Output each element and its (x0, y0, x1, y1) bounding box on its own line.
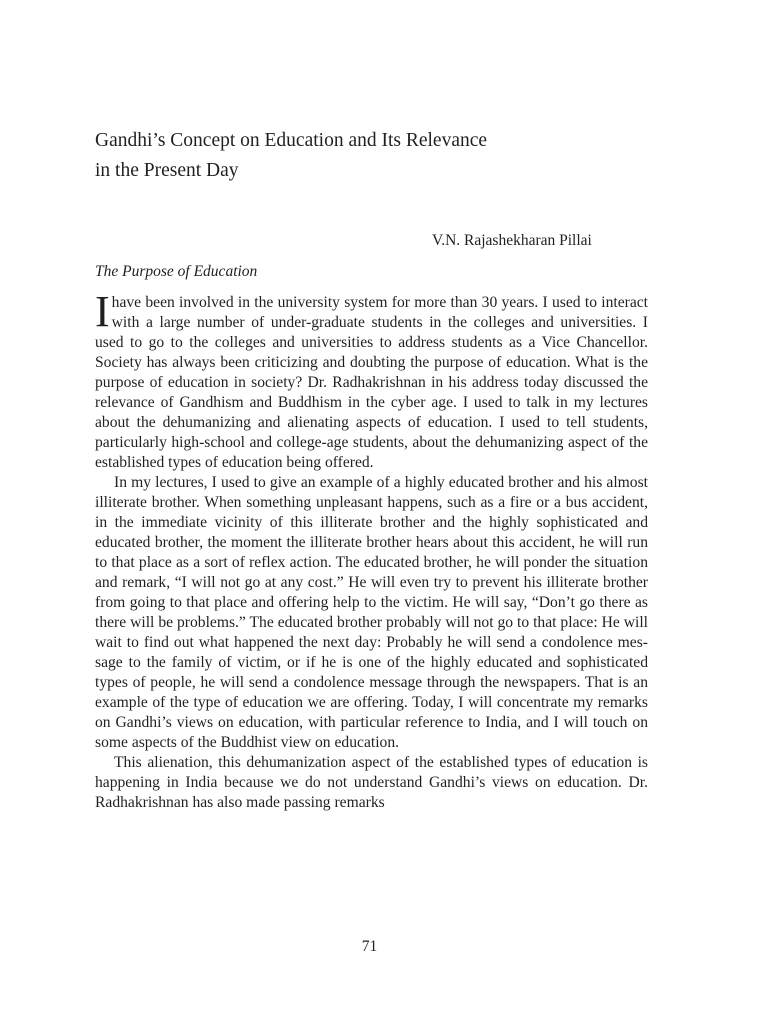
chapter-title (95, 126, 655, 186)
chapter-title-line-2: in the Present Day (95, 160, 239, 181)
author-name: V.N. Rajashekharan Pillai (432, 232, 592, 249)
paragraph-1-text: have been involved in the university system for more than 30 years. I used to interact with a large number of under-graduate students in the colleges and universities. I used to go to the colleges and universities to address students as a Vice Chancellor. Society has always been criticizing and doubting the purpose of education. What is the purpose of education in society? Dr. Radhakrishnan in his address today discussed the relevance of Gandhism and Buddhism in the cyber age. I used to talk in my lectures about the dehumanizing and alienating aspects of education. I used to tell students, particularly high-school and college-age students, about the dehumanizing aspect of the established types of education being offered. (95, 294, 648, 471)
paragraph-3: This alienation, this dehumanization aspect of the established types of education is happening in India because we do not understand Gandhi’s views on education. Dr. Radhakrishnan has also made passing remarks (95, 754, 648, 811)
page-number: 71 (361, 938, 378, 955)
drop-cap: I (95, 287, 110, 336)
paragraph-1 (95, 287, 648, 473)
body-text (95, 287, 648, 813)
section-heading: The Purpose of Education (95, 263, 258, 280)
paragraph-2: In my lectures, I used to give an example of a highly educated brother and his almost illiterate brother. When something unpleasant happens, such as a fire or a bus accident, in the immediate vicinity of this illiterate brother and the highly sophisticated and educated brother, the moment the illiterate brother hears about this accident, he will run to that place as a sort of reflex action. The educated brother, he will ponder the situation and remark, “I will not go at any cost.” He will even try to prevent his illiterate brother from going to that place and offering help to the victim. He will say, “Don’t go there as there will be problems.” The educated brother probably will not go to that place: He will wait to find out what happened the next day: Probably he will send a condolence message to the family of victim, or if he is one of the highly educated and sophisticated types of people, he will send a condolence message through the newspapers. That is an example of the type of education we are offering. Today, I will concentrate my remarks on Gandhi’s views on education, with particular reference to India, and I will touch on some aspects of the Buddhist view on education. (95, 474, 648, 751)
chapter-title-line-1: Gandhi’s Concept on Education and Its Relevance (95, 130, 488, 151)
